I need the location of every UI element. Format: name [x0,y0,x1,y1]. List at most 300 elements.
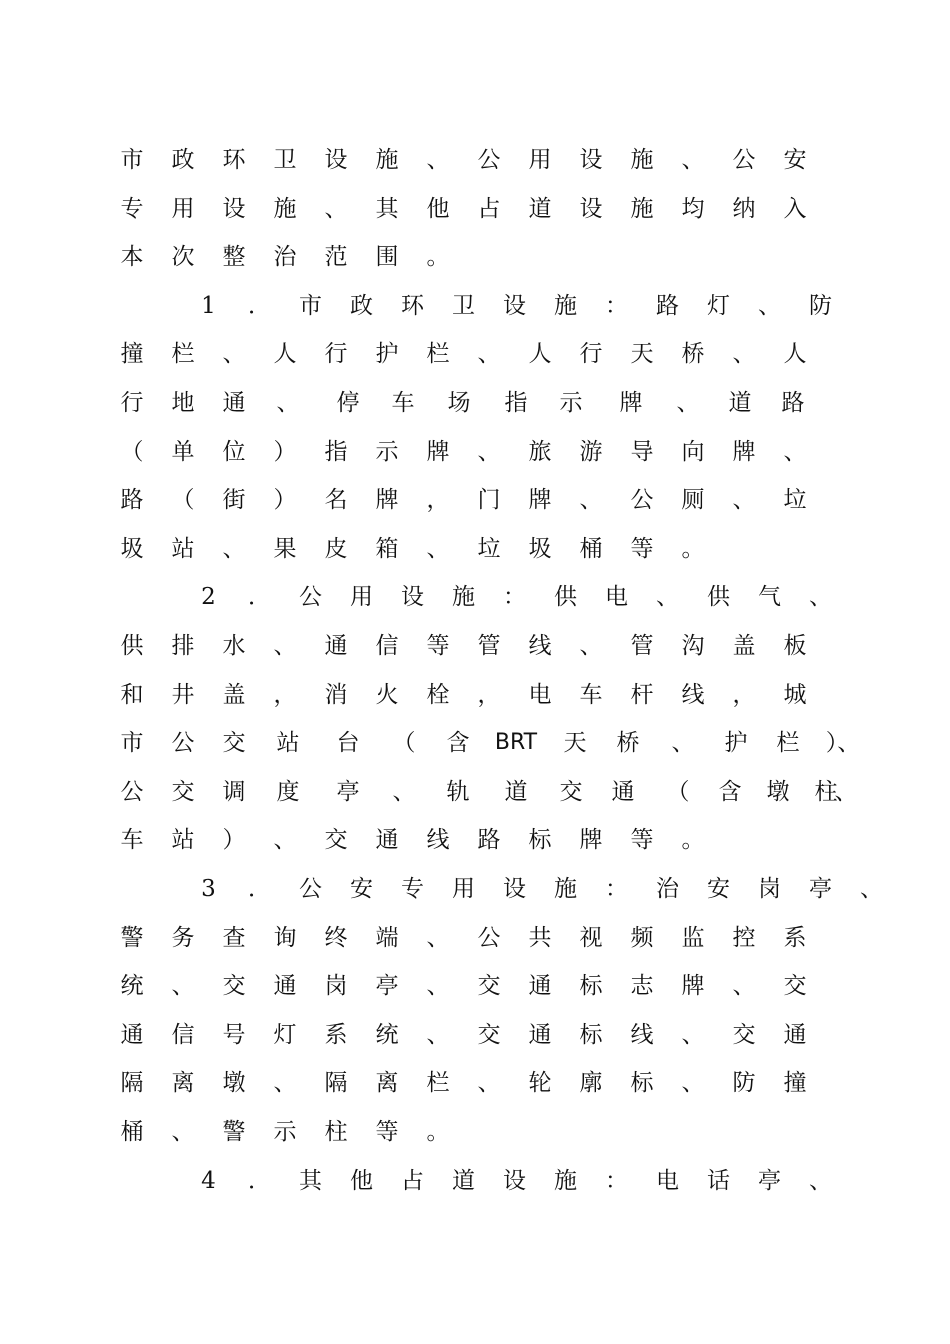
text-char: 水 [222,633,246,659]
text-char: 盖 [732,633,756,659]
text-char: 设 [222,195,246,222]
text-char: ． [248,1167,271,1194]
text-char: 、 [477,438,501,465]
text-char: 交 [783,973,807,1000]
text-char: BRT [494,730,538,756]
text-char: 、 [579,633,603,659]
text-char: 隔 [324,1070,348,1097]
text-char: 卫 [452,292,475,319]
text-char: ： [605,292,628,319]
text-char: 路 [120,487,144,514]
text-char: 位 [222,438,246,465]
text-char: 火 [375,681,399,708]
text-line [0,1063,950,1103]
text-char: 人 [273,341,297,368]
text-char: 纳 [732,195,756,222]
text-line [0,918,950,958]
text-char: 度 [276,778,300,805]
text-char: 占 [401,1167,424,1194]
text-char: 系 [783,924,807,951]
text-char: 桶 [579,535,603,562]
text-char: 、 [681,1070,705,1097]
text-char: 治 [273,244,297,271]
text-char: 含 [446,730,470,757]
text-char: 天 [563,730,587,757]
text-line [0,1015,950,1055]
text-char: 廓 [579,1070,603,1097]
text-char: 其 [375,195,399,222]
text-char: 牌 [375,487,399,514]
text-char: 。 [681,535,705,562]
text-char: 市 [299,292,322,319]
text-char: 公 [120,778,144,805]
text-char: 。 [681,827,705,854]
text-char: 线 [630,1021,654,1048]
text-char: 亭 [758,1167,781,1194]
text-char: 控 [732,924,756,951]
text-char: 专 [120,195,144,222]
text-char: 地 [171,390,195,416]
text-char: 公 [732,147,756,173]
text-char: 亭 [336,778,360,805]
text-char: 、 [477,341,501,368]
text-char: 通 [783,1021,807,1048]
text-char: 墩 [766,778,790,805]
text-char: 、 [732,341,756,368]
text-char: 场 [447,390,471,416]
text-char: 占 [477,195,501,222]
text-char: 排 [171,633,195,659]
text-char: 游 [579,438,603,465]
text-char: 、 [681,147,705,173]
text-char: 、 [860,876,883,902]
text-char: 灯 [273,1021,297,1048]
text-char: 设 [324,147,348,173]
text-char: 栏 [426,341,450,368]
text-line [0,675,950,715]
text-char: 撞 [783,1070,807,1097]
text-char: 话 [707,1167,730,1194]
text-char: 环 [222,147,246,173]
text-char: 用 [452,876,475,902]
text-char: 、 [426,535,450,562]
text-char: 杆 [630,681,654,708]
text-char: 路 [656,292,679,319]
text-char: 4 [201,1167,216,1194]
text-char: 、 [273,633,297,659]
text-char: ）、 [825,730,861,757]
text-char: 施 [630,147,654,173]
text-char: 、 [276,390,300,416]
text-char: 交 [477,973,501,1000]
text-char: 桶 [120,1119,144,1145]
text-char: 政 [171,147,195,173]
text-char: 交 [559,778,583,805]
text-char: 市 [120,730,144,757]
text-char: ： [503,584,526,611]
text-char: 警 [222,1119,246,1145]
text-char: （ [171,487,195,514]
text-char: 查 [222,924,246,951]
text-line [0,869,950,909]
text-char: 线 [426,827,450,854]
text-char: 、 [222,535,246,562]
text-char: 调 [222,778,246,805]
text-char: 围 [375,244,399,271]
text-char: 井 [171,681,195,708]
text-char: 、 [676,390,700,416]
text-char: 供 [707,584,730,611]
text-char: 街 [222,487,246,514]
text-char: 1 [201,292,216,319]
text-char: 通 [528,973,552,1000]
text-char: 志 [630,973,654,1000]
text-char: 天 [630,341,654,368]
text-char: 等 [375,1119,399,1145]
text-char: 离 [375,1070,399,1097]
text-char: 交 [477,1021,501,1048]
text-char: 电 [528,681,552,708]
text-char: 、 [426,924,450,951]
text-char: ， [477,681,501,708]
text-char: 设 [579,195,603,222]
text-char: 示 [559,390,583,416]
text-char: 施 [554,292,577,319]
text-char: （ [120,438,144,465]
text-char: 、 [656,584,679,611]
text-line [0,626,950,666]
text-char: 板 [783,633,807,659]
text-char: 岗 [324,973,348,1000]
text-char: 频 [630,924,654,951]
text-char: 、 [273,827,297,854]
text-char: 供 [554,584,577,611]
text-char: 公 [630,487,654,514]
text-char: ） [273,487,297,514]
text-char: 道 [452,1167,475,1194]
text-char: 信 [171,1021,195,1048]
text-line [0,480,950,520]
text-line [0,820,950,860]
text-char: 车 [120,827,144,854]
text-char: 防 [809,292,832,319]
text-char: 单 [171,438,195,465]
text-char: 牌 [732,438,756,465]
text-char: 道 [504,778,528,805]
text-line [0,432,950,472]
text-char: 灯 [707,292,730,319]
text-char: 、 [671,730,695,757]
text-char: 牌 [681,973,705,1000]
text-char: 统 [120,973,144,1000]
text-char: 监 [681,924,705,951]
text-char: 号 [222,1021,246,1048]
text-char: 亭 [809,876,832,902]
text-char: 公 [171,730,195,757]
text-char: 示 [375,438,399,465]
text-char: 栏 [426,1070,450,1097]
text-char: 、 [732,973,756,1000]
text-line [0,772,950,812]
text-char: 和 [120,681,144,708]
text-char: 柱 [324,1119,348,1145]
text-char: 公 [477,147,501,173]
text-char: 政 [350,292,373,319]
text-char: 车 [391,390,415,416]
text-char: 道 [528,195,552,222]
text-char: 站 [171,535,195,562]
text-char: 果 [273,535,297,562]
text-char: 厕 [681,487,705,514]
text-char: 、 [426,973,450,1000]
text-char: 等 [426,633,450,659]
text-char: 气 [758,584,781,611]
text-char: 牌 [619,390,643,416]
text-char: 安 [350,876,373,902]
text-char: 栏 [171,341,195,368]
text-char: 停 [336,390,360,416]
text-char: 施 [273,195,297,222]
text-char: 、 [171,1119,195,1145]
text-char: 导 [630,438,654,465]
text-char: 交 [222,973,246,1000]
text-char: （ [392,730,416,757]
text-char: 。 [426,244,450,271]
text-char: 、 [273,1070,297,1097]
text-char: 护 [724,730,748,757]
text-char: 、 [783,438,807,465]
text-char: 指 [324,438,348,465]
text-line [0,966,950,1006]
text-char: 含 [718,778,742,805]
text-char: 名 [324,487,348,514]
text-line [0,237,950,277]
text-char: ． [248,292,271,319]
text-char: 标 [528,827,552,854]
text-char: 箱 [375,535,399,562]
text-char: 专 [401,876,424,902]
text-char: 3 [201,876,216,902]
text-line [0,140,950,180]
text-char: 、 [426,147,450,173]
text-char: 安 [783,147,807,173]
text-char: 终 [324,924,348,951]
text-char: 、 [579,487,603,514]
text-char: 询 [273,924,297,951]
text-char: 路 [477,827,501,854]
text-char: ： [605,876,628,902]
text-char: 牌 [528,487,552,514]
text-char: 、 [171,973,195,1000]
text-char: 通 [375,827,399,854]
text-char: 公 [299,876,322,902]
text-char: ） [222,827,246,854]
text-char: ） [273,438,297,465]
text-char: 电 [605,584,628,611]
text-char: 等 [630,535,654,562]
text-char: 次 [171,244,195,271]
text-char: 护 [375,341,399,368]
text-char: 务 [171,924,195,951]
text-char: 道 [728,390,752,416]
text-char: 轮 [528,1070,552,1097]
text-char: 治 [656,876,679,902]
text-char: 共 [528,924,552,951]
text-char: 管 [477,633,501,659]
text-char: 栓 [426,681,450,708]
text-char: 施 [375,147,399,173]
text-char: 整 [222,244,246,271]
text-char: 牌 [579,827,603,854]
text-line [0,383,950,423]
text-char: 消 [324,681,348,708]
text-char: 圾 [120,535,144,562]
text-char: 设 [503,292,526,319]
text-line [0,577,950,617]
text-char: 向 [681,438,705,465]
text-char: 桥 [681,341,705,368]
text-char: 管 [630,633,654,659]
text-char: 线 [528,633,552,659]
text-char: 、 [324,195,348,222]
text-char: 圾 [528,535,552,562]
text-char: 岗 [758,876,781,902]
text-char: 、 [809,584,832,611]
text-char: 、 [834,778,858,805]
text-char: 、 [426,1021,450,1048]
text-char: 轨 [446,778,470,805]
text-char: ． [248,584,271,611]
text-char: 旅 [528,438,552,465]
text-char: 站 [171,827,195,854]
text-char: 供 [120,633,144,659]
text-char: 垃 [477,535,501,562]
text-char: 他 [350,1167,373,1194]
text-char: 安 [707,876,730,902]
text-char: 隔 [120,1070,144,1097]
text-char: 电 [656,1167,679,1194]
text-line [0,723,950,763]
text-char: 线 [681,681,705,708]
text-char: ． [248,876,271,902]
text-char: 墩 [222,1070,246,1097]
text-char: 城 [783,681,807,708]
text-char: 垃 [783,487,807,514]
text-char: 指 [504,390,528,416]
text-line [0,189,950,229]
text-char: 市 [120,147,144,173]
text-char: 设 [503,1167,526,1194]
text-char: 环 [401,292,424,319]
text-char: 视 [579,924,603,951]
text-char: 用 [528,147,552,173]
text-char: 行 [579,341,603,368]
text-char: 施 [452,584,475,611]
text-char: 行 [120,390,144,416]
text-char: 交 [171,778,195,805]
text-char: 亭 [375,973,399,1000]
text-char: 离 [171,1070,195,1097]
text-char: ， [732,681,756,708]
text-char: 等 [630,827,654,854]
text-line [0,1161,950,1201]
text-char: 施 [554,1167,577,1194]
text-char: 牌 [426,438,450,465]
text-line [0,334,950,374]
text-char: 通 [222,390,246,416]
text-char: ， [426,487,450,514]
text-char: （ [666,778,690,805]
text-line [0,1112,950,1152]
text-char: 沟 [681,633,705,659]
text-char: 台 [336,730,360,757]
text-char: 设 [579,147,603,173]
text-char: 他 [426,195,450,222]
text-char: 卫 [273,147,297,173]
text-char: 交 [222,730,246,757]
text-char: 标 [630,1070,654,1097]
text-char: 范 [324,244,348,271]
text-char: 端 [375,924,399,951]
text-char: 通 [273,973,297,1000]
text-char: 、 [732,487,756,514]
text-char: 、 [477,1070,501,1097]
text-char: 防 [732,1070,756,1097]
text-char: 皮 [324,535,348,562]
text-char: 、 [809,1167,832,1194]
text-char: 撞 [120,341,144,368]
text-char: 、 [222,341,246,368]
text-char: 柱 [814,778,838,805]
text-char: 示 [273,1119,297,1145]
text-char: 公 [299,584,322,611]
text-char: ， [273,681,297,708]
text-char: 信 [375,633,399,659]
text-char: 施 [630,195,654,222]
text-char: 施 [554,876,577,902]
text-char: 、 [758,292,781,319]
text-line [0,529,950,569]
text-char: 。 [426,1119,450,1145]
text-char: 交 [324,827,348,854]
text-char: 人 [783,341,807,368]
text-char: 交 [732,1021,756,1048]
text-char: 人 [528,341,552,368]
text-char: 车 [579,681,603,708]
text-char: 标 [579,1021,603,1048]
text-char: 通 [528,1021,552,1048]
text-char: 、 [392,778,416,805]
text-char: 路 [781,390,805,416]
text-char: 通 [324,633,348,659]
text-char: 本 [120,244,144,271]
text-char: 统 [375,1021,399,1048]
text-char: 均 [681,195,705,222]
text-char: 警 [120,924,144,951]
text-char: 、 [681,1021,705,1048]
text-char: 门 [477,487,501,514]
text-char: 设 [503,876,526,902]
text-char: 盖 [222,681,246,708]
text-char: 行 [324,341,348,368]
text-char: 通 [120,1021,144,1048]
text-char: 用 [350,584,373,611]
text-char: 栏 [776,730,800,757]
text-line [0,286,950,326]
text-char: 用 [171,195,195,222]
text-char: 系 [324,1021,348,1048]
text-char: 设 [401,584,424,611]
